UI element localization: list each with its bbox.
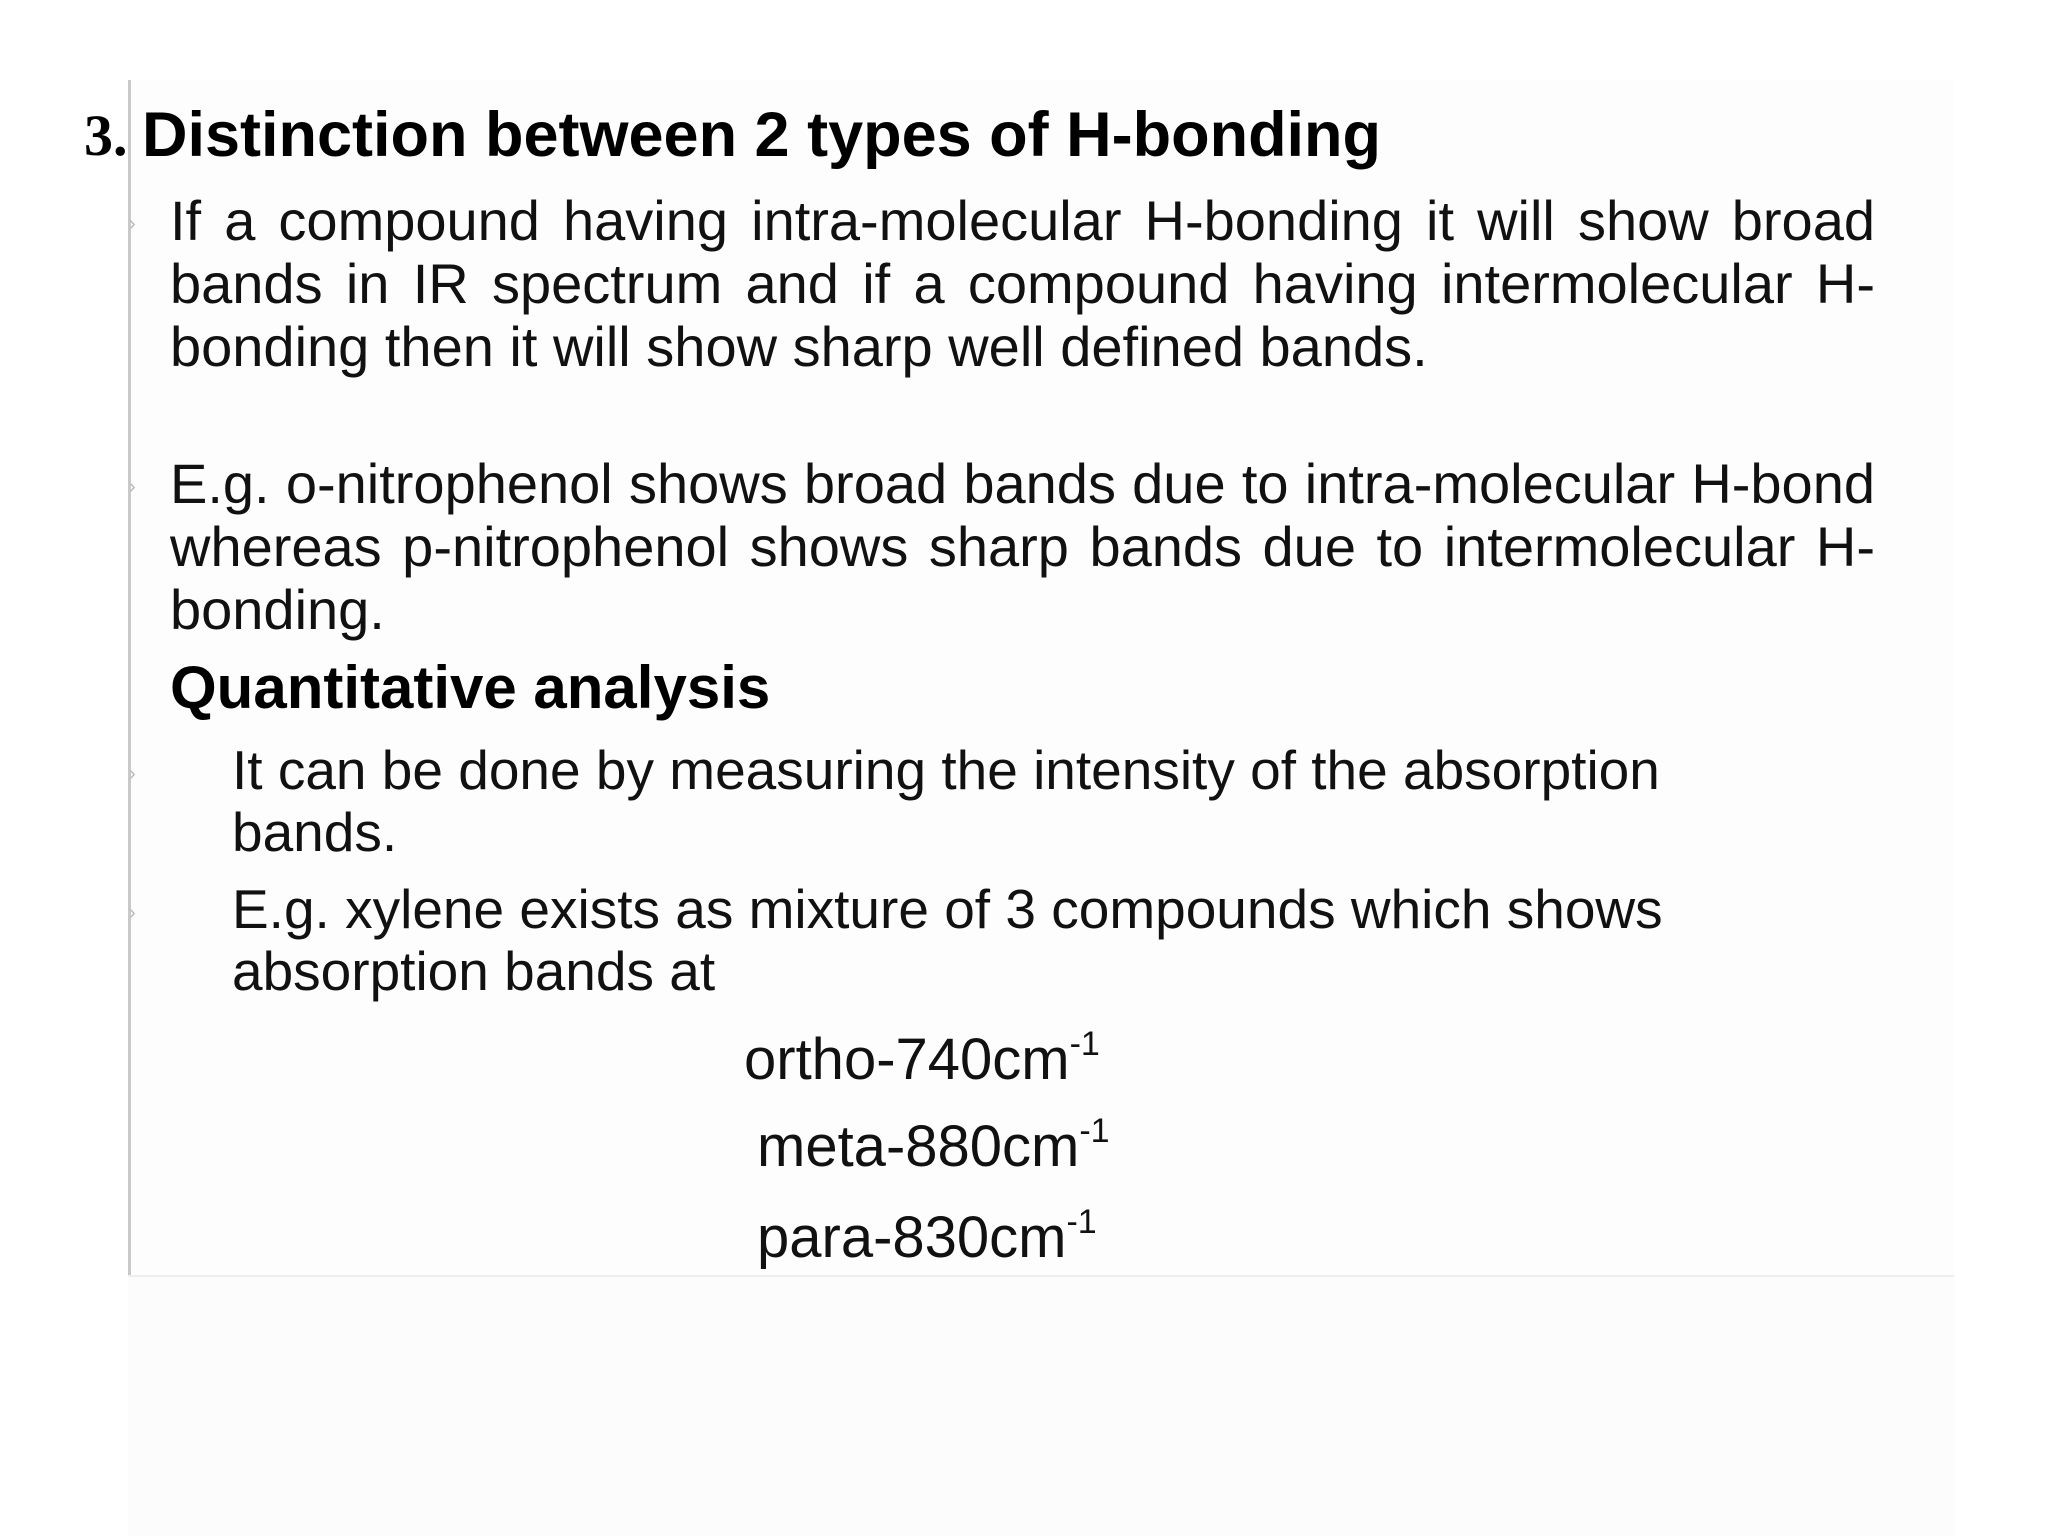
band-meta bbox=[757, 1112, 1110, 1182]
hbonding-point-1: If a compound having intra-molecular H-bonding it will show broad bands in IR spectrum and if a compound having intermolecular H-bonding then it will show sharp well defined bands. bbox=[170, 189, 1875, 378]
left-divider-line bbox=[128, 80, 131, 1275]
lower-blank-area bbox=[128, 1276, 1954, 1536]
band-ortho-exponent: -1 bbox=[1069, 1025, 1100, 1063]
quantitative-analysis-heading: Quantitative analysis bbox=[170, 654, 771, 721]
band-para-label: para-830cm bbox=[757, 1205, 1067, 1270]
band-ortho bbox=[744, 1025, 1100, 1095]
section-heading: Distinction between 2 types of H-bonding bbox=[142, 100, 1382, 170]
bottom-divider-line bbox=[128, 1275, 1954, 1277]
bullet-marker-icon: › bbox=[129, 763, 136, 785]
band-ortho-label: ortho-740cm bbox=[744, 1027, 1070, 1092]
band-para-exponent: -1 bbox=[1066, 1203, 1097, 1241]
bullet-marker-icon: › bbox=[129, 902, 136, 924]
band-meta-exponent: -1 bbox=[1079, 1112, 1110, 1150]
band-para bbox=[757, 1203, 1097, 1273]
bullet-marker-icon: › bbox=[129, 213, 136, 235]
hbonding-point-2: E.g. o-nitrophenol shows broad bands due to intra-molecular H-bond whereas p-nitrophenol shows sharp bands due to intermolecular H-bonding. bbox=[170, 452, 1875, 641]
section-number: 3. bbox=[84, 103, 128, 168]
quantitative-point-2: E.g. xylene exists as mixture of 3 compounds which shows absorption bands at bbox=[232, 878, 1663, 1002]
quantitative-point-1: It can be done by measuring the intensity of the absorption bands. bbox=[232, 739, 1660, 863]
band-meta-label: meta-880cm bbox=[757, 1114, 1080, 1179]
bullet-marker-icon: › bbox=[129, 476, 136, 498]
